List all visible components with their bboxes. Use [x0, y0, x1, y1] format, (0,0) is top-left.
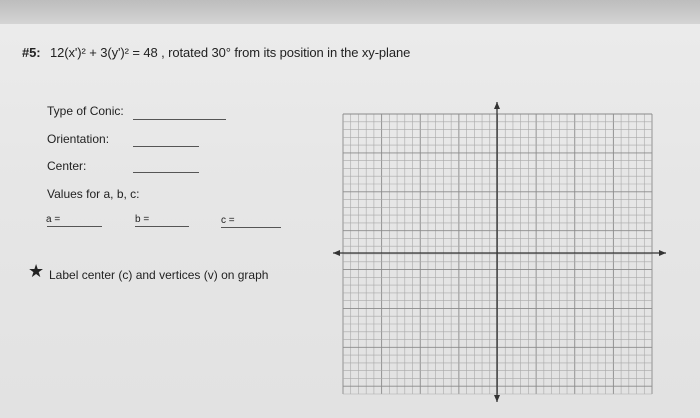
b-label: b = [135, 214, 150, 225]
star-icon: ★ [28, 261, 45, 281]
problem-equation: 12(x')² + 3(y')² = 48 [50, 45, 158, 60]
x-axis-left-arrow-icon [333, 250, 340, 256]
a-label: a = [46, 214, 61, 225]
x-axis-right-arrow-icon [659, 250, 666, 256]
y-axis-down-arrow-icon [494, 395, 500, 402]
center-label: Center: [47, 159, 87, 173]
type-of-conic-label: Type of Conic: [47, 104, 124, 118]
problem-description: , rotated 30° from its position in the xy-plane [161, 45, 411, 60]
values-heading: Values for a, b, c: [47, 187, 140, 201]
graph-axes [333, 102, 666, 402]
problem-number: #5: [22, 45, 41, 60]
orientation-label: Orientation: [47, 132, 110, 146]
c-label: c = [221, 215, 235, 226]
graph-instruction-note: Label center (c) and vertices (v) on graph [49, 268, 269, 282]
y-axis-up-arrow-icon [494, 102, 500, 109]
